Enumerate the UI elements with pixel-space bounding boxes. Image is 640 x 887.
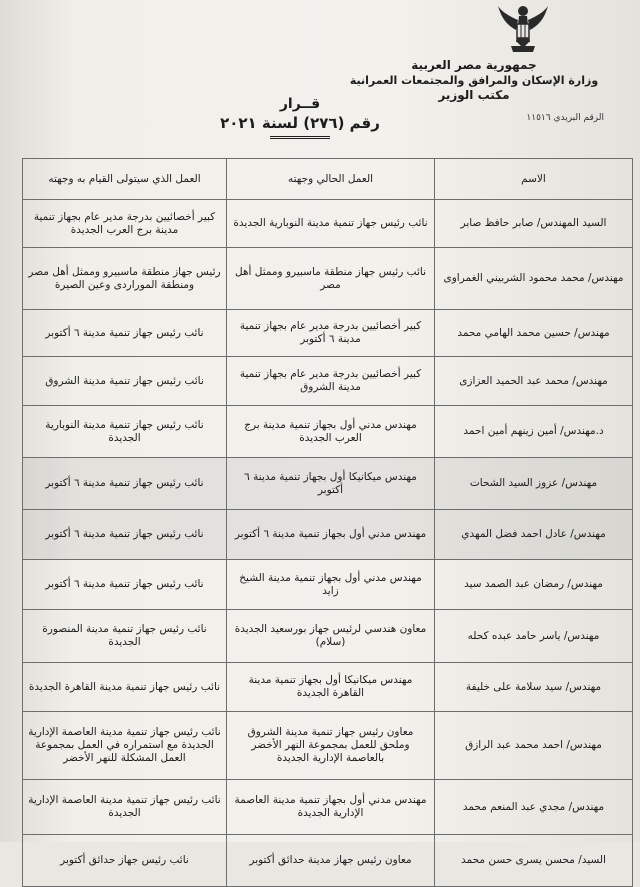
header-name: الاسم (435, 159, 633, 200)
cell-name: مهندس/ مجدي عبد المنعم محمد (435, 780, 633, 835)
cell-new-job: نائب رئيس جهاز تنمية مدينة ٦ أكتوبر (23, 560, 227, 610)
table-row (23, 560, 633, 610)
cell-name: د.مهندس/ أمين زينهم أمين احمد (435, 406, 633, 458)
cell-current-job: نائب رئيس جهاز منطقة ماسبيرو وممثل أهل مصر (227, 248, 435, 310)
cell-current-job: كبير أخصائيين بدرجة مدير عام بجهاز تنمية مدينة ٦ أكتوبر (227, 310, 435, 357)
cell-name: مهندس/ عادل احمد فضل المهدي (435, 510, 633, 560)
table-row (23, 663, 633, 712)
cell-new-job: نائب رئيس جهاز تنمية مدينة القاهرة الجديدة (23, 663, 227, 712)
header-current-job: العمل الحالي وجهته (227, 159, 435, 200)
office-title: مكتب الوزير (438, 88, 510, 102)
table-row (23, 458, 633, 510)
table-row (23, 610, 633, 663)
cell-current-job: مهندس مدني أول بجهاز تنمية مدينة الشيخ زايد (227, 560, 435, 610)
cell-new-job: نائب رئيس جهاز تنمية مدينة المنصورة الجديدة (23, 610, 227, 663)
cell-new-job: نائب رئيس جهاز تنمية مدينة الشروق (23, 357, 227, 406)
cell-new-job: نائب رئيس جهاز تنمية مدينة العاصمة الإدارية الجديدة مع استمراره في العمل بمجموعة العمل المشكلة للنهر الأخضر (23, 712, 227, 780)
table-row (23, 310, 633, 357)
ministry-title: وزارة الإسكان والمرافق والمجتمعات العمرانية (349, 74, 599, 87)
cell-new-job: نائب رئيس جهاز حدائق أكتوبر (23, 835, 227, 887)
cell-name: مهندس/ سيد سلامة على خليفة (435, 663, 633, 712)
table-row (23, 406, 633, 458)
cell-new-job: نائب رئيس جهاز تنمية مدينة العاصمة الإدارية الجديدة (23, 780, 227, 835)
cell-current-job: مهندس ميكانيكا أول بجهاز تنمية مدينة ٦ أكتوبر (227, 458, 435, 510)
cell-name: مهندس/ احمد محمد عبد الرازق (435, 712, 633, 780)
cell-name: السيد/ محسن يسرى حسن محمد (435, 835, 633, 887)
cell-current-job: مهندس مدني أول بجهاز تنمية مدينة برج العرب الجديدة (227, 406, 435, 458)
table-row (23, 248, 633, 310)
cell-new-job: رئيس جهاز منطقة ماسبيرو وممثل أهل مصر ومنطقة الموراردى وعين الصيرة (23, 248, 227, 310)
cell-current-job: معاون رئيس جهاز تنمية مدينة الشروق وملحق للعمل بمجموعة النهر الأخضر بالعاصمة الإدارية الجديدة (227, 712, 435, 780)
cell-name: مهندس/ ياسر حامد عبده كحله (435, 610, 633, 663)
table-row (23, 780, 633, 835)
cell-name: مهندس/ عزوز السيد الشحات (435, 458, 633, 510)
cell-current-job: مهندس ميكانيكا أول بجهاز تنمية مدينة القاهرة الجديدة (227, 663, 435, 712)
decision-number: رقم (٢٧٦) لسنة ٢٠٢١ (220, 114, 380, 132)
cell-name: مهندس/ رمضان عبد الصمد سيد (435, 560, 633, 610)
cell-current-job: كبير أخصائيين بدرجة مدير عام بجهاز تنمية مدينة الشروق (227, 357, 435, 406)
republic-title: جمهورية مصر العربية (411, 58, 537, 72)
cell-current-job: مهندس مدني أول بجهاز تنمية مدينة العاصمة الإدارية الجديدة (227, 780, 435, 835)
cell-name: السيد المهندس/ صابر حافظ صابر (435, 200, 633, 248)
table-row (23, 200, 633, 248)
cell-new-job: كبير أخصائيين بدرجة مدير عام بجهاز تنمية مدينة برج العرب الجديدة (23, 200, 227, 248)
table-header-row (23, 159, 633, 200)
cell-current-job: معاون رئيس جهاز مدينة حدائق أكتوبر (227, 835, 435, 887)
cell-name: مهندس/ محمد عبد الحميد العزازى (435, 357, 633, 406)
cell-new-job: نائب رئيس جهاز تنمية مدينة ٦ أكتوبر (23, 510, 227, 560)
cell-current-job: نائب رئيس جهاز تنمية مدينة النوبارية الجديدة (227, 200, 435, 248)
heading-underline (270, 136, 330, 139)
table-row (23, 835, 633, 887)
header-new-job: العمل الذي سيتولى القيام به وجهته (23, 159, 227, 200)
table-row (23, 357, 633, 406)
postal-code: الرقم البريدي ١١٥١٦ (526, 113, 604, 123)
cell-new-job: نائب رئيس جهاز تنمية مدينة النوبارية الجديدة (23, 406, 227, 458)
table-row (23, 510, 633, 560)
decision-label: قــرار (279, 96, 321, 112)
appointments-table (22, 158, 633, 887)
cell-new-job: نائب رئيس جهاز تنمية مدينة ٦ أكتوبر (23, 310, 227, 357)
cell-current-job: معاون هندسي لرئيس جهاز بورسعيد الجديدة (سلام) (227, 610, 435, 663)
table-row (23, 712, 633, 780)
cell-name: مهندس/ حسين محمد الهامي محمد (435, 310, 633, 357)
decision-heading (200, 96, 400, 139)
eagle-emblem-icon (497, 2, 549, 60)
cell-current-job: مهندس مدني أول بجهاز تنمية مدينة ٦ أكتوبر (227, 510, 435, 560)
cell-name: مهندس/ محمد محمود الشربيني الغمراوى (435, 248, 633, 310)
cell-new-job: نائب رئيس جهاز تنمية مدينة ٦ أكتوبر (23, 458, 227, 510)
